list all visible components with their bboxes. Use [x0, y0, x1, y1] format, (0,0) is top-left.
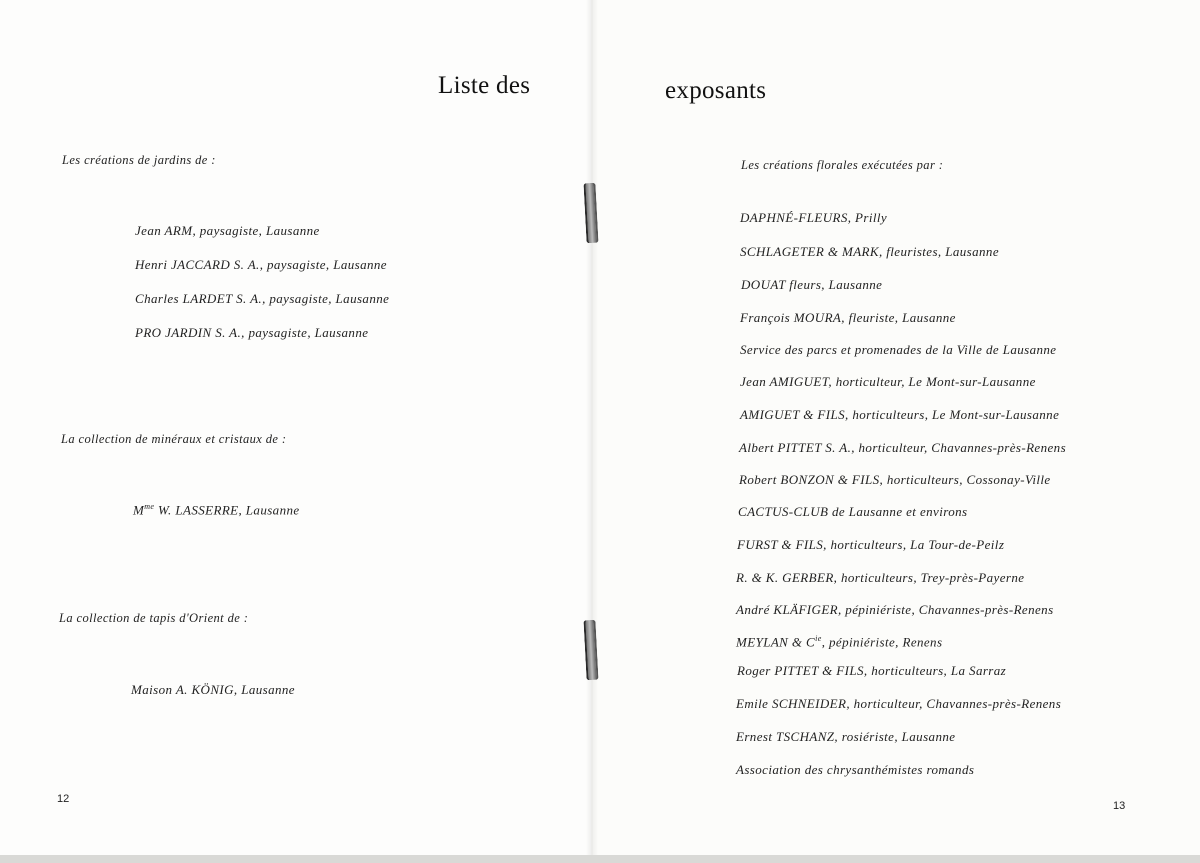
gardens-heading: Les créations de jardins de : — [62, 153, 216, 167]
floral-entry: Robert BONZON & FILS, horticulteurs, Cossonay-Ville — [739, 472, 1051, 487]
garden-entry: PRO JARDIN S. A., paysagiste, Lausanne — [135, 325, 369, 340]
floral-entry: Service des parcs et promenades de la Ville de Lausanne — [740, 342, 1057, 357]
minerals-entry: $M^{me}$ W. LASSERRE, Lausanne — [133, 502, 300, 518]
floral-entry: R. & K. GERBER, horticulteurs, Trey-près-Payerne — [736, 570, 1025, 585]
floral-entry: AMIGUET & FILS, horticulteurs, Le Mont-sur-Lausanne — [740, 407, 1060, 422]
title-left: Liste des — [438, 72, 531, 99]
carpets-entry: Maison A. KÖNIG, Lausanne — [131, 682, 295, 697]
floral-entry-meylan: MEYLAN & $C^{ie}$, pépiniériste, Renens — [736, 634, 943, 650]
floral-entry: Emile SCHNEIDER, horticulteur, Chavannes-près-Renens — [736, 696, 1062, 711]
carpets-heading: La collection de tapis d'Orient de : — [59, 611, 249, 625]
floral-entry: FURST & FILS, horticulteurs, La Tour-de-Peilz — [737, 537, 1005, 552]
page-number-left: 12 — [57, 793, 70, 805]
minerals-heading: La collection de minéraux et cristaux de : — [61, 432, 287, 446]
floral-entry: Jean AMIGUET, horticulteur, Le Mont-sur-Lausanne — [740, 374, 1036, 389]
floral-entry: François MOURA, fleuriste, Lausanne — [740, 310, 956, 325]
title-right: exposants — [665, 77, 767, 104]
floral-entry: DAPHNÉ-FLEURS, Prilly — [740, 210, 888, 225]
floral-entry: Albert PITTET S. A., horticulteur, Chavannes-près-Renens — [739, 440, 1067, 455]
floral-entry: Ernest TSCHANZ, rosiériste, Lausanne — [736, 729, 956, 744]
floral-entry: CACTUS-CLUB de Lausanne et environs — [738, 504, 968, 519]
floral-entry: SCHLAGETER & MARK, fleuristes, Lausanne — [740, 244, 999, 259]
page-number-right: 13 — [1113, 800, 1126, 812]
book-gutter — [586, 0, 598, 863]
garden-entry: Henri JACCARD S. A., paysagiste, Lausanne — [135, 257, 387, 272]
floral-entry: Association des chrysanthémistes romands — [736, 762, 975, 777]
floral-entry: Roger PITTET & FILS, horticulteurs, La Sarraz — [737, 663, 1007, 678]
garden-entry: Jean ARM, paysagiste, Lausanne — [135, 223, 320, 238]
garden-entry: Charles LARDET S. A., paysagiste, Lausanne — [135, 291, 390, 306]
floral-entry: André KLÄFIGER, pépiniériste, Chavannes-près-Renens — [736, 602, 1054, 617]
floral-entry: DOUAT fleurs, Lausanne — [741, 277, 883, 292]
florals-heading: Les créations florales exécutées par : — [741, 158, 944, 172]
page-bottom-edge — [0, 855, 1200, 863]
